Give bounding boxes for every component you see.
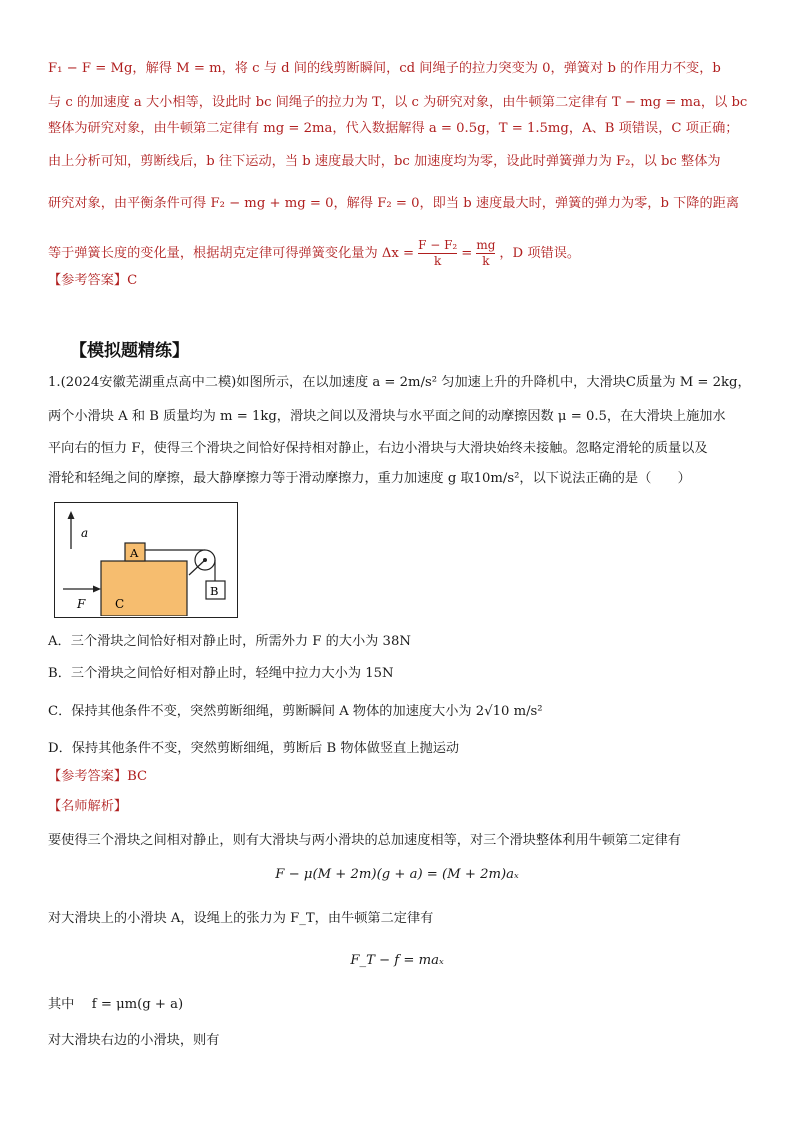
explain-line-2: 对大滑块上的小滑块 A，设绳上的张力为 F_T，由牛顿第二定律有 [48,911,434,926]
fraction-2-denominator: k [476,253,495,269]
fraction-1 [418,238,457,269]
analysis-line-6-suffix: ，D 项错误。 [499,245,581,261]
analysis-line-5: 研究对象，由平衡条件可得 F₂ − mg + mg = 0，解得 F₂ = 0，即当 b 速度最大时，弹簧的弹力为零，b 下降的距离 [48,196,740,211]
fraction-1-numerator: F − F₂ [418,238,458,252]
option-b: B．三个滑块之间恰好相对静止时，轻绳中拉力大小为 15N [48,666,394,681]
option-d: D．保持其他条件不变，突然剪断细绳，剪断后 B 物体做竖直上抛运动 [48,741,460,756]
equals-sign: = [461,245,473,261]
analysis-line-1: F₁ − F = Mg，解得 M = m，将 c 与 d 间的线剪断瞬间，cd 间绳子的拉力突变为 0，弹簧对 b 的作用力不变，b [48,61,721,76]
analysis-line-4: 由上分析可知，剪断线后，b 往下运动，当 b 速度最大时，bc 加速度均为零，设此时弹簧弹力为 F₂，以 bc 整体为 [48,154,721,169]
equation-1: F − μ(M + 2m)(g + a) = (M + 2m)aₓ [275,867,519,882]
analysis-line-3: 整体为研究对象，由牛顿第二定律有 mg = 2ma，代入数据解得 a = 0.5g，T = 1.5mg，A、B 项错误，C 项正确； [48,121,739,136]
block-b-label: B [210,584,219,598]
explain-line-4: 对大滑块右边的小滑块，则有 [48,1033,220,1048]
analysis-line-6-prefix: 等于弹簧长度的变化量，根据胡克定律可得弹簧变化量为 Δx = [48,245,415,261]
force-label: F [77,597,86,611]
fraction-2-numerator: mg [476,238,496,252]
block-c-label: C [115,597,125,611]
explain-line-3: 其中 f = μm(g + a) [48,997,184,1012]
section-title: 【模拟题精练】 [70,341,189,361]
question-line-2: 两个小滑块 A 和 B 质量均为 m = 1kg，滑块之间以及滑块与水平面之间的动摩擦因数 μ = 0.5，在大滑块上施加水 [48,409,726,424]
analysis-line-2: 与 c 的加速度 a 大小相等，设此时 bc 间绳子的拉力为 T，以 c 为研究对象，由牛顿第二定律有 T − mg = ma，以 bc [48,95,748,110]
block-a-label: A [130,546,139,560]
explain-title: 【名师解析】 [48,799,128,814]
question-figure [54,502,238,618]
question-line-1: 1.(2024安徽芜湖重点高中二模)如图所示，在以加速度 a = 2m/s² 匀加速上升的升降机中，大滑块C质量为 M = 2kg， [48,375,751,390]
block-c [101,561,187,616]
analysis-line-6 [48,238,580,269]
question-line-4: 滑轮和轻绳之间的摩擦，最大静摩擦力等于滑动摩擦力，重力加速度 g 取10m/s²，以下说法正确的是（ ） [48,471,691,486]
reference-answer: 【参考答案】BC [48,769,148,784]
acceleration-arrowhead [68,511,75,519]
acceleration-label: a [81,526,89,540]
fraction-2 [476,238,495,269]
option-c: C．保持其他条件不变，突然剪断细绳，剪断瞬间 A 物体的加速度大小为 2√10 m/s² [48,704,543,719]
force-arrowhead [93,586,101,593]
previous-answer: 【参考答案】C [48,273,138,288]
elevator-diagram [55,503,236,616]
explain-line-1: 要使得三个滑块之间相对静止，则有大滑块与两小滑块的总加速度相等，对三个滑块整体利用牛顿第二定律有 [48,833,681,848]
fraction-1-denominator: k [418,253,457,269]
equation-2: F_T − f = maₓ [350,953,444,968]
question-line-3: 平向右的恒力 F，使得三个滑块之间恰好保持相对静止，右边小滑块与大滑块始终未接触。忽略定滑轮的质量以及 [48,441,708,456]
option-a: A．三个滑块之间恰好相对静止时，所需外力 F 的大小为 38N [48,634,411,649]
